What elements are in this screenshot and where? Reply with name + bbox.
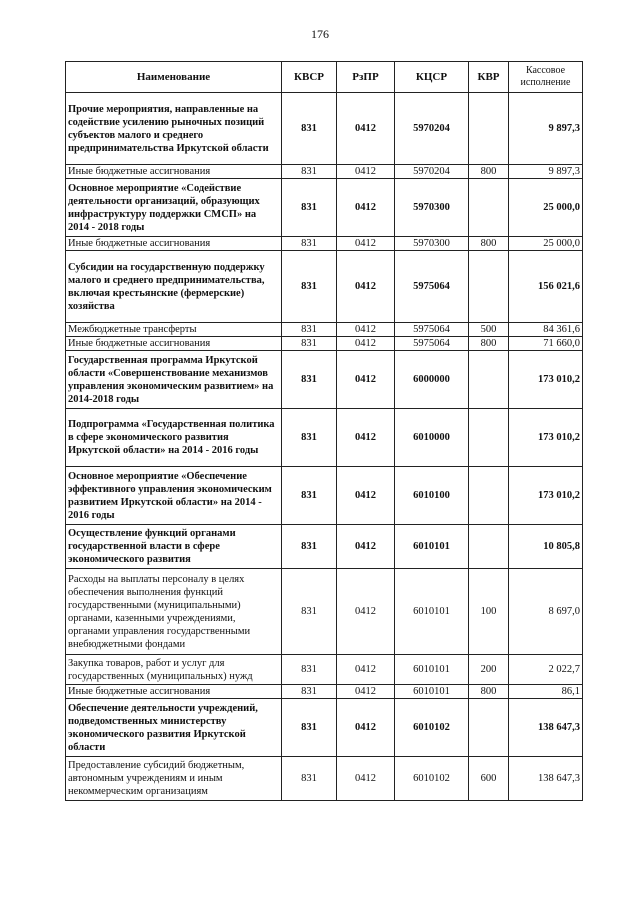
cell-kvsr: 831 [282,251,337,323]
cell-execution: 9 897,3 [509,93,583,165]
cell-rzpr: 0412 [337,525,395,569]
cell-kcsr: 5970204 [395,93,469,165]
cell-kvr [469,699,509,757]
cell-kvr [469,351,509,409]
table-row [66,179,583,237]
cell-kvsr: 831 [282,685,337,699]
cell-kvr: 500 [469,323,509,337]
cell-kvsr: 831 [282,757,337,801]
table-row [66,699,583,757]
cell-kcsr: 5970300 [395,237,469,251]
header-execution: Кассовое исполнение [509,62,583,93]
cell-kvr: 800 [469,337,509,351]
cell-kvsr: 831 [282,351,337,409]
cell-kcsr: 5975064 [395,251,469,323]
cell-name: Закупка товаров, работ и услуг для государственных (муниципальных) нужд [66,655,282,685]
table-row [66,237,583,251]
cell-kcsr: 6010101 [395,525,469,569]
cell-rzpr: 0412 [337,685,395,699]
cell-kvr: 600 [469,757,509,801]
cell-rzpr: 0412 [337,323,395,337]
table-row [66,525,583,569]
cell-rzpr: 0412 [337,165,395,179]
cell-name: Иные бюджетные ассигнования [66,685,282,699]
table-row [66,757,583,801]
cell-kcsr: 5975064 [395,337,469,351]
cell-execution: 25 000,0 [509,179,583,237]
cell-execution: 156 021,6 [509,251,583,323]
cell-name: Расходы на выплаты персоналу в целях обеспечения выполнения функций государственными (муниципальными) органами, казенными учреждениями, органами управления государственными внебюджетными фондами [66,569,282,655]
cell-name: Субсидии на государственную поддержку малого и среднего предпринимательства, включая крестьянские (фермерские) хозяйства [66,251,282,323]
cell-rzpr: 0412 [337,699,395,757]
cell-execution: 138 647,3 [509,757,583,801]
cell-kvsr: 831 [282,699,337,757]
table-header-row [66,62,583,93]
cell-execution: 71 660,0 [509,337,583,351]
cell-kvsr: 831 [282,323,337,337]
cell-rzpr: 0412 [337,93,395,165]
table-row [66,409,583,467]
cell-kcsr: 6010000 [395,409,469,467]
cell-kcsr: 5970204 [395,165,469,179]
table-row [66,93,583,165]
cell-rzpr: 0412 [337,409,395,467]
cell-kvsr: 831 [282,93,337,165]
cell-kvsr: 831 [282,337,337,351]
cell-rzpr: 0412 [337,655,395,685]
cell-rzpr: 0412 [337,251,395,323]
cell-name: Основное мероприятие «Обеспечение эффективного управления экономическим развитием Иркутской области» на 2014 - 2016 годы [66,467,282,525]
cell-execution: 8 697,0 [509,569,583,655]
cell-name: Обеспечение деятельности учреждений, подведомственных министерству экономического развития Иркутской области [66,699,282,757]
cell-kcsr: 5970300 [395,179,469,237]
cell-kvr [469,179,509,237]
cell-name: Подпрограмма «Государственная политика в сфере экономического развития Иркутской области» на 2014 - 2016 годы [66,409,282,467]
table-row [66,467,583,525]
cell-kvsr: 831 [282,525,337,569]
page-number: 176 [311,27,329,41]
cell-name: Государственная программа Иркутской области «Совершенствование механизмов управления экономическим развитием» на 2014-2018 годы [66,351,282,409]
header-name: Наименование [66,62,282,93]
cell-kvr [469,251,509,323]
cell-execution: 9 897,3 [509,165,583,179]
table-row [66,655,583,685]
header-rzpr: РзПР [337,62,395,93]
cell-rzpr: 0412 [337,467,395,525]
cell-kvr [469,93,509,165]
table-row [66,251,583,323]
cell-name: Иные бюджетные ассигнования [66,237,282,251]
cell-kvsr: 831 [282,467,337,525]
cell-execution: 84 361,6 [509,323,583,337]
cell-execution: 138 647,3 [509,699,583,757]
cell-rzpr: 0412 [337,179,395,237]
cell-execution: 25 000,0 [509,237,583,251]
cell-kvsr: 831 [282,179,337,237]
cell-kcsr: 6010101 [395,655,469,685]
cell-rzpr: 0412 [337,569,395,655]
cell-kvr: 800 [469,685,509,699]
table-body [66,93,583,801]
cell-kcsr: 6010102 [395,757,469,801]
table-row [66,685,583,699]
header-kvr: КВР [469,62,509,93]
cell-name: Иные бюджетные ассигнования [66,337,282,351]
cell-kcsr: 6010101 [395,569,469,655]
cell-kcsr: 5975064 [395,323,469,337]
table-row [66,165,583,179]
cell-execution: 2 022,7 [509,655,583,685]
cell-kvr [469,525,509,569]
cell-name: Предоставление субсидий бюджетным, автономным учреждениям и иным некоммерческим организациям [66,757,282,801]
cell-name: Прочие мероприятия, направленные на содействие усилению рыночных позиций субъектов малого и среднего предпринимательства Иркутской области [66,93,282,165]
cell-execution: 173 010,2 [509,351,583,409]
cell-kvsr: 831 [282,165,337,179]
cell-rzpr: 0412 [337,237,395,251]
header-kvsr: КВСР [282,62,337,93]
cell-kvsr: 831 [282,409,337,467]
cell-execution: 173 010,2 [509,409,583,467]
table-row [66,323,583,337]
cell-rzpr: 0412 [337,351,395,409]
table-row [66,351,583,409]
table-row [66,569,583,655]
cell-kcsr: 6010102 [395,699,469,757]
table-row [66,337,583,351]
cell-kvr [469,409,509,467]
cell-kvsr: 831 [282,569,337,655]
cell-kvr: 800 [469,237,509,251]
cell-kcsr: 6000000 [395,351,469,409]
cell-kcsr: 6010101 [395,685,469,699]
cell-kvr [469,467,509,525]
cell-name: Межбюджетные трансферты [66,323,282,337]
cell-kvsr: 831 [282,237,337,251]
cell-kvr: 100 [469,569,509,655]
cell-rzpr: 0412 [337,337,395,351]
cell-kcsr: 6010100 [395,467,469,525]
cell-execution: 86,1 [509,685,583,699]
header-kcsr: КЦСР [395,62,469,93]
cell-execution: 173 010,2 [509,467,583,525]
cell-kvr: 200 [469,655,509,685]
cell-name: Иные бюджетные ассигнования [66,165,282,179]
cell-execution: 10 805,8 [509,525,583,569]
cell-name: Осуществление функций органами государственной власти в сфере экономического развития [66,525,282,569]
cell-name: Основное мероприятие «Содействие деятельности организаций, образующих инфраструктуру поддержки СМСП» на 2014 - 2018 годы [66,179,282,237]
cell-kvr: 800 [469,165,509,179]
budget-execution-table [65,61,583,801]
cell-kvsr: 831 [282,655,337,685]
cell-rzpr: 0412 [337,757,395,801]
